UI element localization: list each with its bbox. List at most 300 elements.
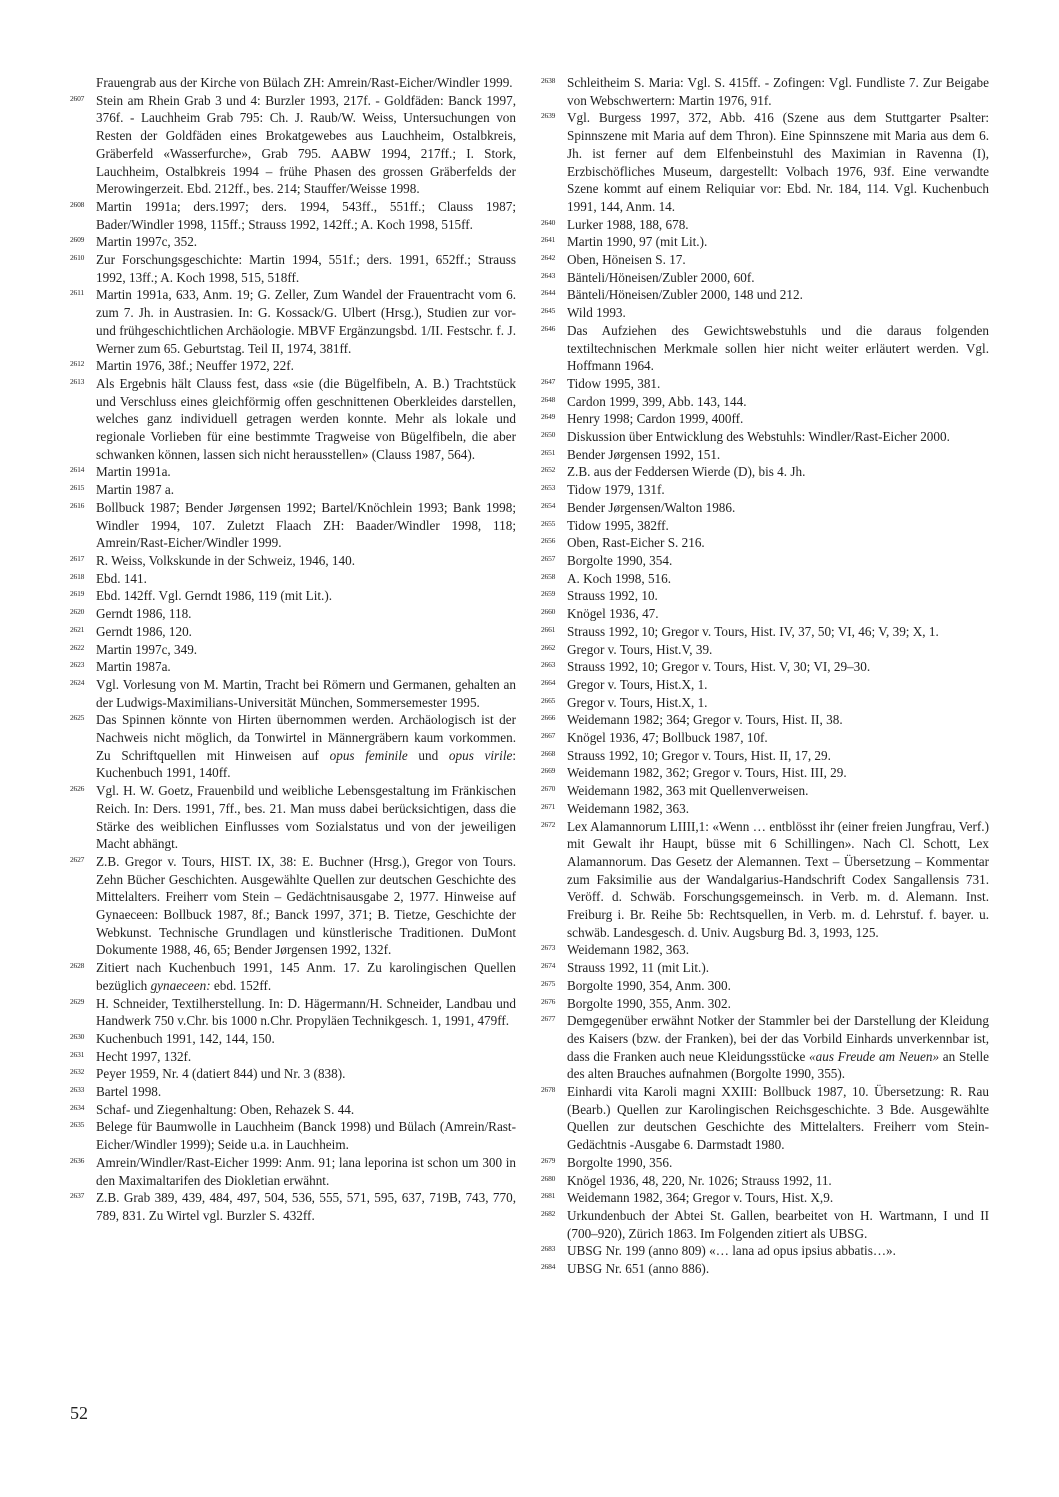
footnote: [541, 216, 989, 234]
footnote-number: 2613: [70, 376, 85, 386]
footnote-text-segment: Gerndt 1986, 118.: [96, 606, 192, 622]
footnote-text-segment: Urkundenbuch der Abtei St. Gallen, bearbeitet von H. Wartmann, I und II (700–920), Zürich 1863. Im Folgenden zitiert als UBSG.: [567, 1208, 989, 1241]
footnote-text: [96, 624, 192, 639]
footnote-text: [567, 695, 707, 710]
footnote-number: 2629: [70, 996, 85, 1006]
footnote-text-segment: Strauss 1992, 10; Gregor v. Tours, Hist. II, 17, 29.: [567, 747, 831, 763]
footnote-number: 2619: [70, 589, 85, 599]
footnote-text-segment: Als Ergebnis hält Clauss fest, dass «sie (die Bügelfibeln, A. B.) Trachtstück und Verschluss eines gleichförmig offen geschnittenen Oberkleides darstellen, welches ganz individuell getragen werden konnte. Mehr als lokale und regionale Vorlieben für eine bestimmte Tragweise von Bügelfibeln, die aber schwanken können, lassen sich nicht herausstellen» (Clauss 1987, 564).: [96, 375, 516, 462]
footnote-number: 2607: [70, 93, 85, 103]
footnote-text-segment: UBSG Nr. 199 (anno 809) «… lana ad opus ipsius abbatis…».: [567, 1243, 896, 1259]
footnote-number: 2614: [70, 465, 85, 475]
footnote: [541, 1012, 989, 1083]
footnote-text: [567, 1084, 989, 1152]
footnote: [541, 499, 989, 517]
footnote-text-segment: Z.B. Gregor v. Tours, HIST. IX, 38: E. Buchner (Hrsg.), Gregor von Tours. Zehn Bücher Geschichten. Ausgewählte Quellen zur deutschen Geschichte des Mittelalters. Freiherr vom Stein – Gedächtnisausgabe 2, 1977. Hinweise auf Gynaeceen: Bollbuck 1987, 8f.; Banck 1997, 371; B. Tietze, Geschichte der Webkunst. Technische Grundlagen und künstlerische Traditionen. DuMont Dokumente 1988, 46, 65; Bender Jørgensen 1992, 132f.: [96, 853, 516, 958]
footnote: [541, 1172, 989, 1190]
footnote: [70, 711, 516, 782]
footnote-text: [567, 642, 712, 657]
footnote: [541, 782, 989, 800]
footnote-text: [567, 535, 705, 550]
footnote-text-segment: Amrein/Windler/Rast-Eicher 1999: Anm. 91; lana leporina ist schon um 300 in den Maximaltarifen des Diokletian erwähnt.: [96, 1154, 516, 1188]
footnote-text-segment: Peyer 1959, Nr. 4 (datiert 844) und Nr. 3 (838).: [96, 1066, 346, 1082]
footnote-number: 2657: [541, 553, 556, 563]
footnote-text: [567, 1190, 833, 1205]
footnote-text-segment: ebd. 152ff.: [210, 977, 272, 993]
footnote-text: [96, 996, 516, 1029]
footnote-text: [96, 500, 516, 550]
footnote: [541, 711, 989, 729]
footnote-text: [567, 110, 989, 214]
footnote: [541, 393, 989, 411]
footnote-number: 2639: [541, 111, 556, 121]
footnote-number: 2655: [541, 518, 556, 528]
footnote-text: [96, 464, 171, 479]
footnote-text-segment: Tidow 1995, 381.: [567, 375, 661, 391]
footnote: [541, 446, 989, 464]
footnote: [541, 463, 989, 481]
footnote-number: 2641: [541, 235, 556, 245]
footnote-text-segment: Tidow 1979, 131f.: [567, 482, 665, 498]
footnote-text: [96, 287, 516, 355]
footnote-number: 2640: [541, 217, 556, 227]
footnote-number: 2608: [70, 199, 85, 209]
footnote-text: [567, 765, 847, 780]
footnote-number: 2638: [541, 76, 556, 85]
footnote-number: 2612: [70, 359, 85, 369]
footnote-number: 2627: [70, 854, 85, 864]
footnote-text-segment: Knögel 1936, 47; Bollbuck 1987, 10f.: [567, 730, 768, 746]
footnote: [70, 552, 516, 570]
footnote-number: 2654: [541, 500, 556, 510]
footnote-number: 2635: [70, 1120, 85, 1130]
footnote-text-segment: Borgolte 1990, 355, Anm. 302.: [567, 995, 731, 1011]
footnote-text: [96, 606, 191, 621]
page-number: 52: [70, 1403, 88, 1423]
footnote-text: [567, 305, 626, 320]
footnote-italic-text: opus feminile: [329, 747, 408, 763]
footnote: [541, 1242, 989, 1260]
footnote-text: [567, 588, 658, 603]
footnote-text: [567, 659, 870, 674]
footnote-number: 2673: [541, 943, 556, 953]
footnote-text: [96, 1066, 345, 1081]
footnote-number: 2650: [541, 430, 556, 440]
footnote: [541, 959, 989, 977]
footnote-text-segment: Martin 1997c, 349.: [96, 641, 198, 657]
footnote-text-segment: Strauss 1992, 10.: [567, 588, 658, 604]
footnote-text: [567, 447, 720, 462]
footnote: [541, 428, 989, 446]
footnote: [70, 605, 516, 623]
footnote-text-segment: Martin 1976, 38f.; Neuffer 1972, 22f.: [96, 358, 294, 374]
footnote: [70, 570, 516, 588]
footnote-number: 2664: [541, 677, 556, 687]
footnote: [541, 694, 989, 712]
footnote-number: 2631: [70, 1049, 85, 1059]
footnote-number: 2678: [541, 1085, 556, 1095]
footnote-text: [567, 942, 689, 957]
footnote-text-segment: Knögel 1936, 47.: [567, 606, 659, 622]
footnote-text-segment: Schleitheim S. Maria: Vgl. S. 415ff. - Zofingen: Vgl. Fundliste 7. Zur Beigabe von Webschwertern: Martin 1976, 91f.: [567, 75, 989, 108]
footnote-text: [96, 659, 171, 674]
footnote-text: [96, 571, 147, 586]
footnote-number: 2665: [541, 695, 556, 705]
footnote-text: [96, 482, 174, 497]
footnote-number: 2646: [541, 323, 556, 333]
footnote-text-segment: Oben, Rast-Eicher S. 216.: [567, 535, 705, 551]
footnote: [541, 1189, 989, 1207]
footnote-text: [567, 376, 660, 391]
footnote-text-segment: Borgolte 1990, 354, Anm. 300.: [567, 977, 731, 993]
footnote-text-segment: Gregor v. Tours, Hist.X, 1.: [567, 676, 708, 692]
footnote: [541, 534, 989, 552]
footnote-number: 2672: [541, 819, 556, 829]
footnote-text-segment: H. Schneider, Textilherstellung. In: D. Hägermann/H. Schneider, Landbau und Handwerk 750 v.Chr. bis 1000 n.Chr. Propyläen Technikgesch. 1, 1991, 479ff.: [96, 995, 516, 1029]
footnote: [541, 570, 989, 588]
footnote-text-segment: an Stelle des alten Brauches aufnahmen (Borgolte 1990, 355).: [567, 1048, 990, 1082]
footnote: [70, 1154, 516, 1189]
footnote-text: [567, 287, 803, 302]
footnote-number: 2615: [70, 483, 85, 493]
footnote-text: [567, 606, 659, 621]
footnote-number: 2644: [541, 288, 556, 298]
footnote-text: [567, 323, 989, 373]
footnote-number: 2684: [541, 1262, 556, 1272]
footnote-number: 2676: [541, 996, 556, 1006]
footnote-text-segment: Zitiert nach Kuchenbuch 1991, 145 Anm. 17. Zu karolingischen Quellen bezüglich: [96, 960, 516, 993]
footnote-text-segment: Cardon 1999, 399, Abb. 143, 144.: [567, 393, 747, 409]
footnote-number: 2681: [541, 1191, 556, 1201]
footnote-text: [567, 518, 669, 533]
footnote-text-segment: Weidemann 1982; 364; Gregor v. Tours, Hist. II, 38.: [567, 712, 843, 728]
footnote: [70, 782, 516, 853]
footnote: [70, 1083, 516, 1101]
footnote-text: [567, 819, 989, 940]
footnote-text-segment: UBSG Nr. 651 (anno 886).: [567, 1261, 710, 1277]
footnote-number: 2642: [541, 253, 556, 263]
footnote: [541, 1260, 989, 1278]
footnote-text-segment: Martin 1997c, 352.: [96, 234, 198, 250]
footnote-text-segment: Knögel 1936, 48, 220, Nr. 1026; Strauss 1992, 11.: [567, 1172, 832, 1188]
footnote-number: 2643: [541, 270, 556, 280]
footnote-number: 2677: [541, 1014, 556, 1024]
footnote-text: [96, 854, 516, 958]
footnote-number: 2662: [541, 642, 556, 652]
footnote: [70, 357, 516, 375]
footnote-text-segment: Martin 1991a.: [96, 464, 171, 480]
footnote-text-segment: Zur Forschungsgeschichte: Martin 1994, 551f.; ders. 1991, 652ff.; Strauss 1992, 13ff.; A. Koch 1998, 515, 518ff.: [96, 252, 516, 285]
footnote-text-segment: Martin 1987a.: [96, 659, 171, 675]
footnote-number: 2624: [70, 677, 85, 687]
footnote-text: [567, 960, 709, 975]
footnote-number: 2645: [541, 306, 556, 316]
footnote-number: 2626: [70, 784, 85, 794]
footnote: [541, 977, 989, 995]
footnote-text-segment: Borgolte 1990, 354.: [567, 552, 673, 568]
footnote-text-segment: Weidemann 1982, 364; Gregor v. Tours, Hist. X,9.: [567, 1190, 834, 1206]
footnote-text-segment: Kuchenbuch 1991, 142, 144, 150.: [96, 1030, 275, 1046]
footnote-text: [567, 394, 747, 409]
footnote-number: 2653: [541, 483, 556, 493]
footnote-text-segment: Weidemann 1982, 363.: [567, 942, 689, 958]
footnote-number: 2667: [541, 731, 556, 741]
footnote: [541, 623, 989, 641]
footnote-number: 2658: [541, 571, 556, 581]
footnote: [541, 658, 989, 676]
footnote-text-segment: Weidemann 1982, 363 mit Quellenverweisen.: [567, 783, 809, 799]
footnote-text: [567, 500, 735, 515]
footnote-number: 2651: [541, 447, 556, 457]
footnote-text: [96, 588, 332, 603]
footnote-text-segment: Bender Jørgensen/Walton 1986.: [567, 499, 736, 515]
footnote: [541, 375, 989, 393]
footnote-number: 2632: [70, 1067, 85, 1077]
footnote: [541, 676, 989, 694]
footnote: [541, 729, 989, 747]
footnote-number: 2630: [70, 1031, 85, 1041]
footnote: [541, 410, 989, 428]
footnote: [70, 1030, 516, 1048]
footnote: [70, 481, 516, 499]
footnote-text-segment: Strauss 1992, 11 (mit Lit.).: [567, 960, 710, 976]
footnote-text: [96, 1031, 275, 1046]
footnote: [70, 375, 516, 464]
footnote-text-segment: Wild 1993.: [567, 305, 626, 321]
footnote-text-segment: Einhardi vita Karoli magni XXIII: Bollbuck 1987, 10. Übersetzung: R. Rau (Bearb.) Quellen zur Karolingischen Reichsgeschichte. 3 Bde. Ausgewählte Quellen zur deutschen Geschichte des Mittelalters. Freiherr vom Stein-Gedächtnis -Ausgabe 6. Darmstadt 1980.: [567, 1084, 989, 1153]
footnote: [541, 109, 989, 215]
footnote-number: 2609: [70, 235, 85, 245]
footnote-text-segment: Henry 1998; Cardon 1999, 400ff.: [567, 411, 744, 427]
footnote: [541, 605, 989, 623]
footnote-number: 2682: [541, 1209, 556, 1218]
footnote-text: [567, 1208, 989, 1241]
footnote-number: 2674: [541, 961, 556, 971]
footnote-text: [567, 482, 665, 497]
footnote-text: [567, 712, 843, 727]
footnote-text-segment: : Kuchenbuch 1991, 140ff.: [96, 747, 517, 781]
footnote-text-segment: Oben, Höneisen S. 17.: [567, 252, 686, 268]
footnote-text: [96, 1084, 161, 1099]
footnote-number: 2683: [541, 1244, 556, 1254]
footnote-text: [96, 199, 516, 232]
footnote-text-segment: Weidemann 1982, 362; Gregor v. Tours, Hist. III, 29.: [567, 765, 847, 781]
footnote-number: 2621: [70, 624, 85, 634]
footnote-text-segment: Z.B. aus der Feddersen Wierde (D), bis 4. Jh.: [567, 464, 806, 480]
footnote-text: [567, 1261, 709, 1276]
footnote: [70, 1048, 516, 1066]
footnote: [541, 74, 989, 109]
footnote: [70, 251, 516, 286]
footnote-text-segment: Bänteli/Höneisen/Zubler 2000, 148 und 212.: [567, 287, 803, 303]
footnote-text-segment: Gregor v. Tours, Hist.X, 1.: [567, 694, 708, 710]
footnote-number: 2652: [541, 465, 556, 475]
footnote: [541, 818, 989, 942]
footnote: [70, 658, 516, 676]
footnote-text-segment: Stein am Rhein Grab 3 und 4: Burzler 1993, 217f. - Goldfäden: Banck 1997, 376f. - Lauchheim Grab 795: Ch. J. Raub/W. Weiss, Untersuchungen von Resten der Goldfäden eines Brokatgewebes aus Lauchheim, Ostalbkreis, Gräberfeld «Wasserfurche», Grab 795. AABW 1994, 217ff.; I. Stork, Lauchheim, Ostalbkreis 1994 – frühe Phasen des grossen Gräberfelds der Merowingerzeit. Ebd. 212ff., bes. 214; Stauffer/Weisse 1998.: [96, 92, 516, 197]
footnote-text: [567, 1155, 672, 1170]
footnotes-right-column: [541, 74, 989, 1278]
footnote-text-segment: Martin 1991a; ders.1997; ders. 1994, 543ff., 551ff.; Clauss 1987; Bader/Windler 1998, 115ff.; Strauss 1992, 142ff.; A. Koch 1998, 515ff.: [96, 198, 516, 232]
footnote-number: 2668: [541, 748, 556, 758]
footnote: [541, 552, 989, 570]
footnote-number: 2634: [70, 1102, 85, 1112]
footnote: [541, 747, 989, 765]
footnote: [541, 304, 989, 322]
footnote-text-segment: Strauss 1992, 10; Gregor v. Tours, Hist. IV, 37, 50; VI, 46; V, 39; X, 1.: [567, 623, 939, 639]
footnote: [70, 198, 516, 233]
footnote-text-segment: Lex Alamannorum LIIII,1: «Wenn … entblösst ihr (einer freien Jungfrau, Verf.) mit Gewalt ihr Haupt, büsse mit 6 Schillingen». Nach Cl. Schott, Lex Alamannorum. Das Gesetz der Alemannen. Text – Übersetzung – Kommentar zum Faksimilie aus der Wandalgarius-Handschrift Codex Sangallensis 731. Veröff. d. Schwäb. Forschungsgemeinsch. in Verb. m. d. Alemann. Inst. Freiburg i. Br. Reihe 5b: Rechtsquellen, in Verb. m. d. Lehrstuf. f. bayer. u. schwäb. Landesgesch. d. Univ. Augsburg Bd. 3, 1993, 125.: [567, 818, 989, 940]
footnote-number: 2610: [70, 253, 85, 263]
footnote-number: 2661: [541, 624, 556, 634]
footnote: [70, 623, 516, 641]
footnote-text: [567, 75, 989, 108]
footnote-text-segment: Schaf- und Ziegenhaltung: Oben, Rehazek S. 44.: [96, 1101, 355, 1117]
footnote-text: [96, 712, 516, 780]
footnote: [541, 1154, 989, 1172]
footnote-number: 2647: [541, 376, 556, 386]
footnote-text-segment: Vgl. Vorlesung von M. Martin, Tracht bei Römern und Germanen, gehalten an der Ludwigs-Maximilians-Universität München, Sommersemester 1995.: [96, 676, 516, 710]
footnote-text: [96, 234, 197, 249]
footnote-text: [567, 978, 731, 993]
footnote-text-segment: Ebd. 141.: [96, 570, 147, 586]
footnote-text-segment: Hecht 1997, 132f.: [96, 1048, 192, 1064]
footnote: [541, 269, 989, 287]
footnote: [70, 1101, 516, 1119]
footnote-text: [567, 429, 950, 444]
footnote: [70, 74, 516, 92]
footnote-text: [96, 75, 513, 90]
footnote: [541, 641, 989, 659]
footnote: [70, 463, 516, 481]
footnote-italic-text: «aus Freude am Neuen»: [809, 1048, 940, 1064]
footnote: [541, 517, 989, 535]
footnote: [70, 1118, 516, 1153]
footnote-text: [567, 252, 686, 267]
footnote-number: 2636: [70, 1155, 85, 1165]
footnote-text-segment: Bänteli/Höneisen/Zubler 2000, 60f.: [567, 269, 755, 285]
footnote: [541, 587, 989, 605]
footnote-number: 2620: [70, 607, 85, 617]
footnote-number: 2648: [541, 394, 556, 404]
footnote-text: [567, 571, 671, 586]
footnote-text: [96, 358, 294, 373]
footnote-italic-text: gynaeceen:: [150, 977, 211, 993]
footnote-number: 2671: [541, 801, 556, 811]
footnote-number: 2623: [70, 660, 85, 670]
footnote-text: [567, 730, 768, 745]
footnote-text-segment: Lurker 1988, 188, 678.: [567, 216, 689, 232]
footnote-text-segment: Frauengrab aus der Kirche von Bülach ZH: Amrein/Rast-Eicher/Windler 1999.: [96, 75, 513, 90]
footnote-text: [567, 217, 689, 232]
footnote: [541, 995, 989, 1013]
footnote-number: 2616: [70, 500, 85, 510]
footnote: [70, 286, 516, 357]
footnote-text: [567, 783, 808, 798]
footnote-text: [96, 1102, 354, 1117]
footnote-text-segment: Bartel 1998.: [96, 1084, 162, 1100]
footnote: [541, 233, 989, 251]
footnote-text-segment: Demgegenüber erwähnt Notker der Stammler bei der Darstellung der Kleidung des Kaisers (bzw. der Franken), bei der das Vorbild Einhards unverkennbar ist, dass die Franken auch neue Kleidungsstücke: [567, 1013, 989, 1064]
footnote: [541, 1207, 989, 1242]
footnote-number: 2663: [541, 660, 556, 670]
footnote-text: [96, 252, 516, 285]
footnote-text-segment: Strauss 1992, 10; Gregor v. Tours, Hist. V, 30; VI, 29–30.: [567, 659, 871, 675]
footnote-text-segment: Belege für Baumwolle in Lauchheim (Banck 1998) und Bülach (Amrein/Rast-Eicher/Windler 1999); Seide u.a. in Lauchheim.: [96, 1119, 516, 1153]
footnote: [70, 92, 516, 198]
footnote: [70, 676, 516, 711]
footnote: [541, 322, 989, 375]
footnote-text: [567, 1013, 989, 1081]
footnote-number: 2666: [541, 713, 556, 723]
footnote: [541, 481, 989, 499]
footnote-number: 2660: [541, 607, 556, 617]
footnote-text-segment: Martin 1987 a.: [96, 482, 175, 498]
footnote-number: 2670: [541, 784, 556, 794]
footnote-text-segment: Diskussion über Entwicklung des Webstuhls: Windler/Rast-Eicher 2000.: [567, 429, 950, 445]
footnote-text-segment: Vgl. H. W. Goetz, Frauenbild und weibliche Lebensgestaltung im Fränkischen Reich. In: Ders. 1991, 7ff., bes. 21. Man muss dabei berücksichtigen, dass die Stärke des weiblichen Einflusses vom Sozialstatus und von der jeweiligen Macht abhängt.: [96, 783, 516, 852]
footnote-text: [96, 783, 516, 851]
footnote-text-segment: Ebd. 142ff. Vgl. Gerndt 1986, 119 (mit Lit.).: [96, 588, 333, 604]
footnote-text-segment: R. Weiss, Volkskunde in der Schweiz, 1946, 140.: [96, 552, 356, 568]
footnote-text-segment: Z.B. Grab 389, 439, 484, 497, 504, 536, 555, 571, 595, 637, 719B, 743, 770, 789, 831. Zu Wirtel vgl. Burzler S. 432ff.: [96, 1190, 516, 1223]
footnote: [541, 251, 989, 269]
footnote: [541, 800, 989, 818]
footnote-number: 2628: [70, 961, 85, 971]
footnote: [70, 641, 516, 659]
footnote-number: 2611: [70, 288, 84, 298]
footnote-number: 2617: [70, 553, 85, 563]
footnote-number: 2680: [541, 1173, 556, 1183]
footnote-text: [96, 93, 516, 197]
footnote-text: [96, 1119, 516, 1152]
footnote: [70, 853, 516, 959]
footnote-text: [567, 677, 707, 692]
footnote-text-segment: Gregor v. Tours, Hist.V, 39.: [567, 641, 713, 657]
footnote-number: 2675: [541, 978, 556, 988]
footnotes-left-column: [70, 74, 516, 1225]
footnote: [70, 995, 516, 1030]
footnote-number: 2633: [70, 1085, 85, 1095]
footnote: [541, 286, 989, 304]
footnote-text: [567, 624, 939, 639]
footnote-text: [96, 960, 516, 993]
footnote-text-segment: Bollbuck 1987; Bender Jørgensen 1992; Bartel/Knöchlein 1993; Bank 1998; Windler 1994, 107. Zuletzt Flaach ZH: Baader/Windler 1998, 118; Amrein/Rast-Eicher/Windler 1999.: [96, 499, 516, 551]
footnote-text-segment: Weidemann 1982, 363.: [567, 800, 689, 816]
footnote: [70, 1065, 516, 1083]
footnote-italic-text: opus virile: [448, 747, 513, 763]
footnote-text-segment: Martin 1990, 97 (mit Lit.).: [567, 234, 708, 250]
footnote-number: 2625: [70, 713, 85, 723]
footnote-number: 2637: [70, 1191, 85, 1201]
footnote-text-segment: Tidow 1995, 382ff.: [567, 517, 669, 533]
footnote: [70, 499, 516, 552]
footnote-text-segment: Bender Jørgensen 1992, 151.: [567, 446, 721, 462]
footnote-number: 2649: [541, 412, 556, 422]
footnote-text: [567, 1173, 832, 1188]
footnote-number: 2659: [541, 589, 556, 599]
footnote-text: [567, 1243, 896, 1258]
footnote-text: [567, 464, 805, 479]
footnote-text: [96, 376, 516, 462]
footnote-text: [567, 748, 831, 763]
footnote-text-segment: Das Aufziehen des Gewichtswebstuhls und die daraus folgenden textiltechnischen Merkmale sollen hier nicht weiter erläutert werden. Vgl. Hoffmann 1964.: [567, 322, 989, 374]
footnote: [70, 959, 516, 994]
footnote-number: 2622: [70, 642, 85, 652]
footnote: [70, 587, 516, 605]
footnote: [541, 764, 989, 782]
footnote-text: [567, 411, 743, 426]
